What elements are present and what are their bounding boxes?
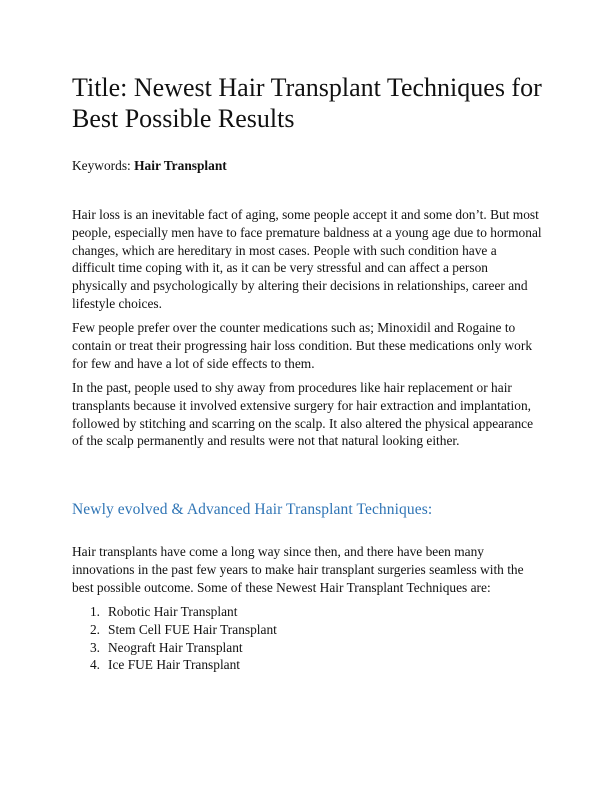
keywords-label: Keywords:	[72, 158, 135, 173]
list-item-label: Stem Cell FUE Hair Transplant	[108, 621, 277, 637]
list-item	[72, 639, 542, 657]
list-item	[72, 656, 542, 674]
list-item-label: Ice FUE Hair Transplant	[108, 657, 241, 673]
section-heading: Newly evolved & Advanced Hair Transplant Techniques:	[72, 501, 433, 518]
paragraph-hair-loss: Hair loss is an inevitable fact of aging, some people accept it and some don’t. But most people, especially men have to face premature baldness at a young age due to hormonal changes, which are hereditary in most cases. People with such condition have a difficult time coping with it, as it can be very stressful and can affect a person physically and psychologically by altering their decisions in relationships, career and lifestyle choices.	[72, 207, 542, 311]
list-item	[72, 603, 542, 621]
list-item-label: Neograft Hair Transplant	[108, 639, 243, 655]
paragraph-past-procedures: In the past, people used to shy away from procedures like hair replacement or hair transplants because it involved extensive surgery for hair extraction and implantation, followed by stitching and scarring on the scalp. It also altered the physical appearance of the scalp permanently and results were not that natural looking either.	[72, 380, 534, 449]
document-title: Title: Newest Hair Transplant Techniques for Best Possible Results	[72, 73, 542, 133]
list-item	[72, 621, 542, 639]
paragraph-intro: Hair transplants have come a long way since then, and there have been many innovations in the past few years to make hair transplant surgeries seamless with the best possible outcome. Some of these Newest Hair Transplant Techniques are:	[72, 544, 524, 595]
list-item-number: 2.	[89, 621, 100, 637]
paragraph-medications: Few people prefer over the counter medications such as; Minoxidil and Rogaine to contain or treat their progressing hair loss condition. But these medications only work for few and have a lot of side effects to them.	[72, 320, 533, 371]
techniques-list	[72, 603, 542, 674]
list-item-number: 1.	[89, 604, 100, 619]
keywords-value: Hair Transplant	[134, 158, 227, 173]
keywords-line	[72, 158, 227, 174]
list-item-number: 3.	[89, 639, 100, 655]
list-item-number: 4.	[89, 657, 100, 673]
list-item-label: Robotic Hair Transplant	[108, 604, 238, 619]
